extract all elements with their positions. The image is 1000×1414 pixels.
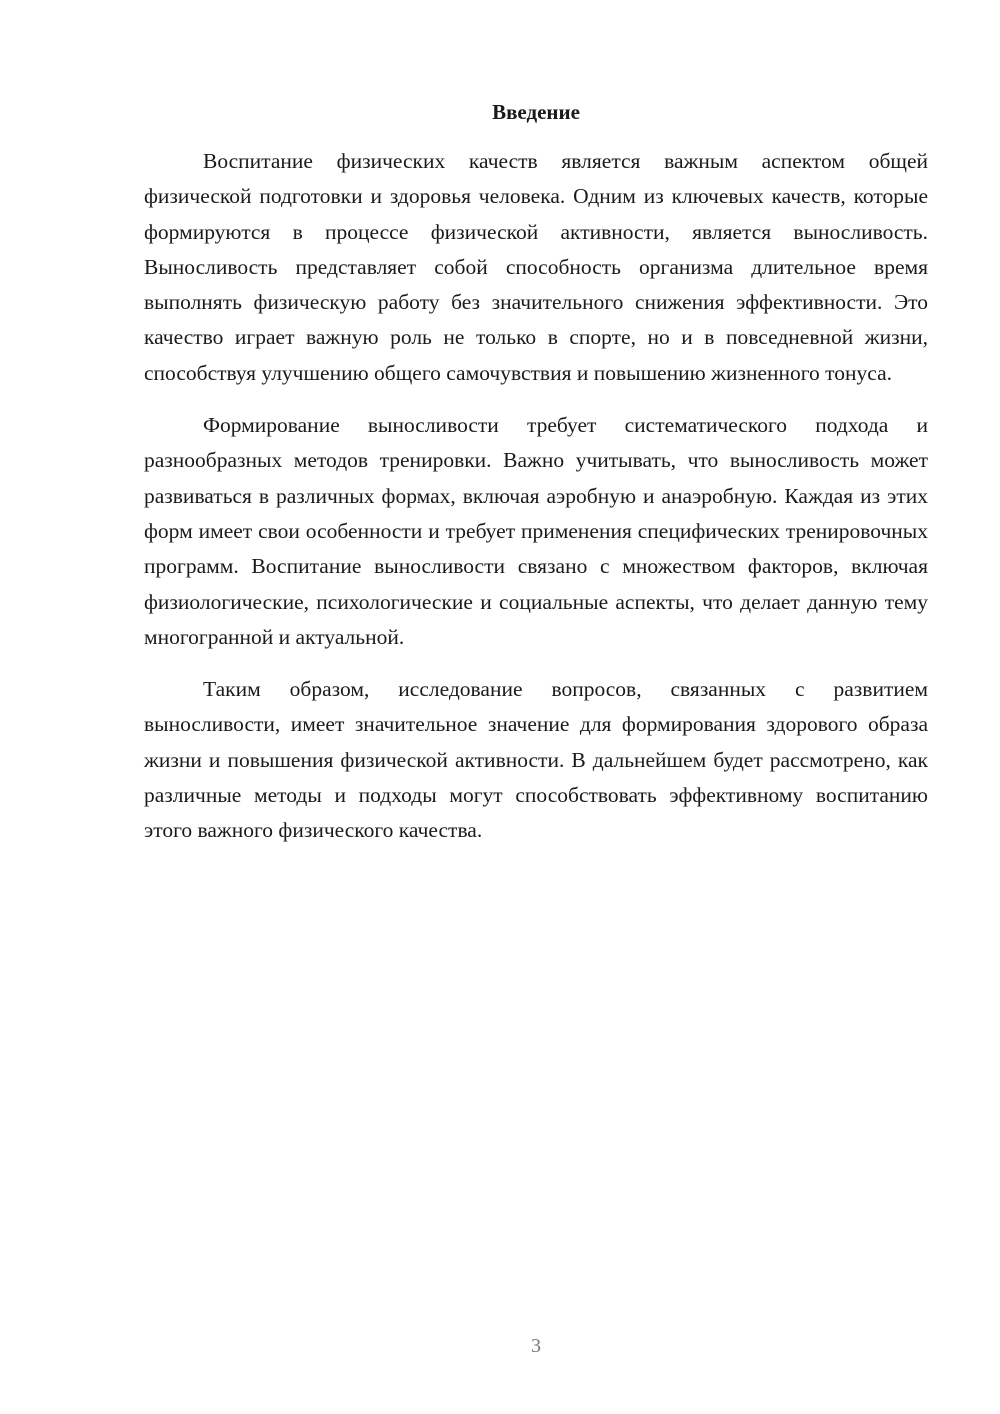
paragraph-1: Воспитание физических качеств является важным аспектом общей физической подготовки и здоровья человека. Одним из ключевых качеств, которые формируются в процессе физической активности, является выносливость. Выносливость представляет собой способность организма длительное время выполнять физическую работу без значительного снижения эффективности. Это качество играет важную роль не только в спорте, но и в повседневной жизни, способствуя улучшению общего самочувствия и повышению жизненного тонуса. — [144, 149, 928, 385]
body-text — [144, 144, 928, 866]
page-number: 3 — [531, 1335, 541, 1357]
paragraph-2: Формирование выносливости требует систематического подхода и разнообразных методов тренировки. Важно учитывать, что выносливость может развиваться в различных формах, включая аэробную и анаэробную. Каждая из этих форм имеет свои особенности и требует применения специфических тренировочных программ. Воспитание выносливости связано с множеством факторов, включая физиологические, психологические и социальные аспекты, что делает данную тему многогранной и актуальной. — [144, 413, 928, 649]
paragraph-3: Таким образом, исследование вопросов, связанных с развитием выносливости, имеет значительное значение для формирования здорового образа жизни и повышения физической активности. В дальнейшем будет рассмотрено, как различные методы и подходы могут способствовать эффективному воспитанию этого важного физического качества. — [144, 677, 928, 843]
section-title: Введение — [492, 100, 580, 124]
